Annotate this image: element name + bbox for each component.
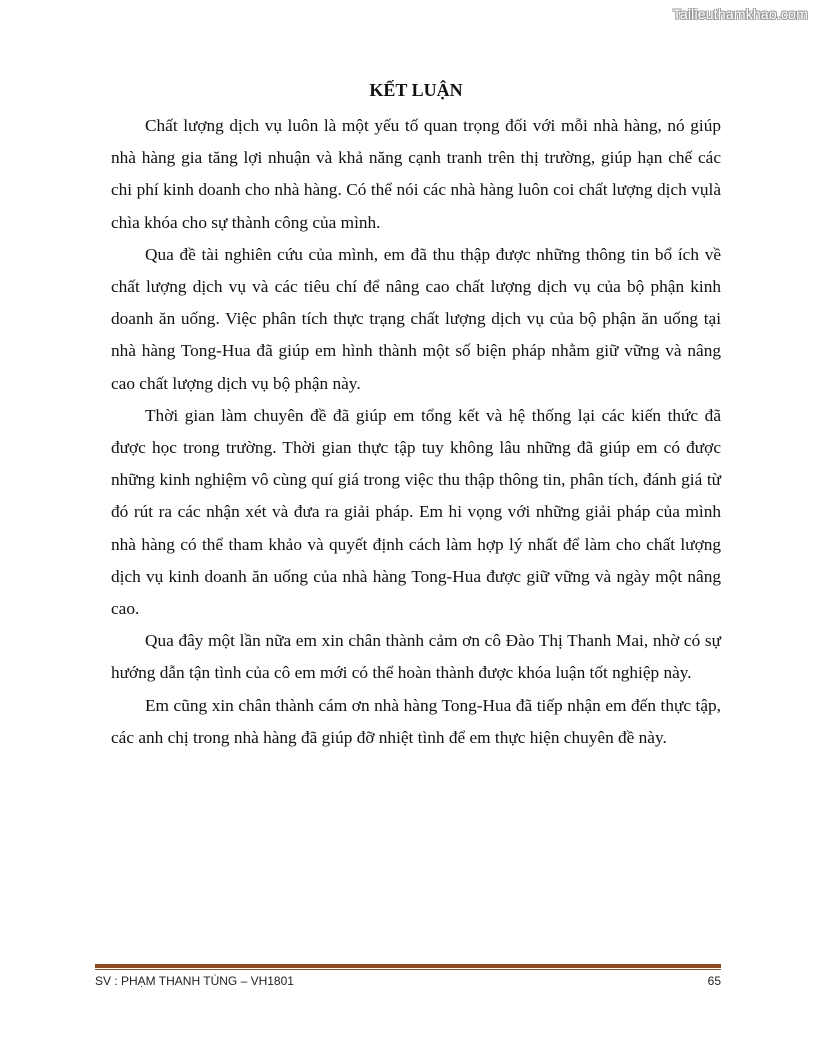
paragraph-1: Chất lượng dịch vụ luôn là một yếu tố quan trọng đối với mỗi nhà hàng, nó giúp nhà hàng gia tăng lợi nhuận và khả năng cạnh tranh trên thị trường, giúp hạn chế các chi phí kinh doanh cho nhà hàng. Có thể nói các nhà hàng luôn coi chất lượng dịch vụlà chìa khóa cho sự thành công của mình. xyxy=(111,116,721,232)
paragraph-3: Thời gian làm chuyên đề đã giúp em tổng kết và hệ thống lại các kiến thức đã được học trong trường. Thời gian thực tập tuy không lâu những đã giúp em có được những kinh nghiệm vô cùng quí giá trong việc thu thập thông tin, phân tích, đánh giá từ đó rút ra các nhận xét và đưa ra giải pháp. Em hi vọng với những giải pháp của mình nhà hàng có thể tham khảo và quyết định cách làm hợp lý nhất để làm cho chất lượng dịch vụ kinh doanh ăn uống của nhà hàng Tong-Hua được giữ vững và ngày một nâng cao. xyxy=(111,405,721,619)
document-body xyxy=(111,78,721,754)
footer-divider xyxy=(95,964,721,968)
footer-author: SV : PHẠM THANH TÙNG – VH1801 xyxy=(95,974,294,988)
footer-page-number: 65 xyxy=(707,974,721,988)
footer-divider-thin xyxy=(95,969,721,970)
paragraph-2: Qua đề tài nghiên cứu của mình, em đã thu thập được những thông tin bổ ích về chất lượng dịch vụ và các tiêu chí để nâng cao chất lượng dịch vụ của bộ phận kinh doanh ăn uống. Việc phân tích thực trạng chất lượng dịch vụ của bộ phận ăn uống tại nhà hàng Tong-Hua đã giúp em hình thành một số biện pháp nhằm giữ vững và nâng cao chất lượng dịch vụ bộ phận này. xyxy=(111,244,721,393)
watermark-text: Tailieuthamkhao.com xyxy=(672,6,808,22)
paragraph-4: Qua đây một lần nữa em xin chân thành cảm ơn cô Đào Thị Thanh Mai, nhờ có sự hướng dẫn tận tình của cô em mới có thể hoàn thành được khóa luận tốt nghiệp này. xyxy=(111,631,721,683)
document-title: KẾT LUẬN xyxy=(369,80,463,100)
paragraph-5: Em cũng xin chân thành cám ơn nhà hàng Tong-Hua đã tiếp nhận em đến thực tập, các anh chị trong nhà hàng đã giúp đỡ nhiệt tình để em thực hiện chuyên đề này. xyxy=(111,695,721,747)
